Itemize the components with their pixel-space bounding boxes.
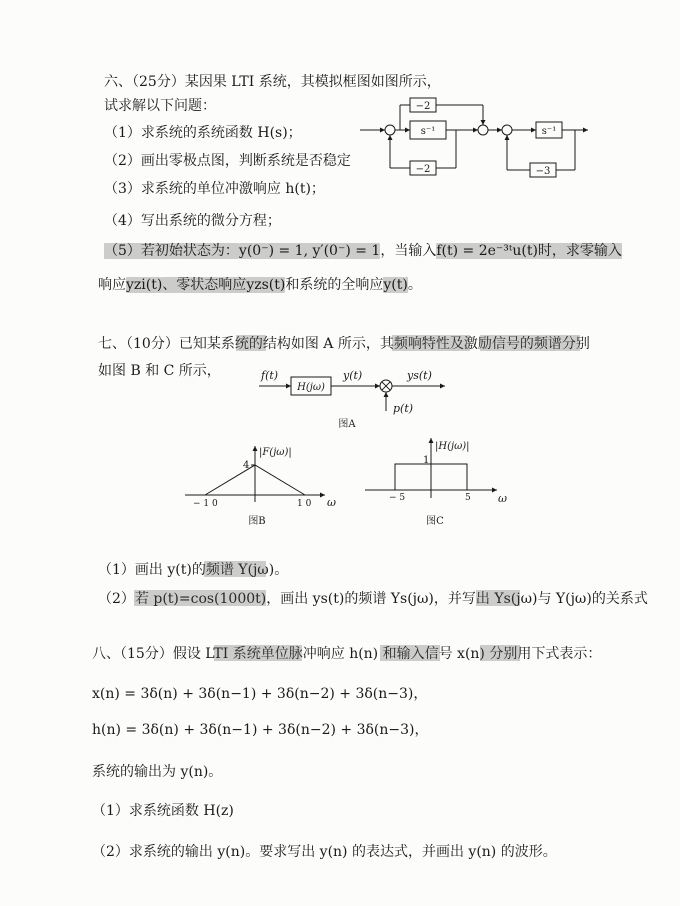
figa-carrier-label: p(t) [393, 402, 414, 415]
q8-output-statement: 系统的输出为 y(n)。 [92, 764, 223, 780]
q6-item5-label: （5）若初始状态为： [104, 243, 239, 259]
figc-axis-label: ω [498, 492, 507, 505]
q7-heading-text: 七、（10分）已知某系统的结构如图 A 所示，其频响特性及激励信号的频谱分别 [98, 336, 590, 352]
q6-item-2: （2）画出零极点图，判断系统是否稳定 [104, 153, 351, 169]
q7-item2-highlight-2 [476, 590, 520, 606]
q8-item-1: （1）求系统函数 H(z) [92, 803, 234, 819]
q8-item-2: （2）求系统的输出 y(n)。要求写出 y(n) 的表达式，并画出 y(n) 的波形。 [92, 844, 557, 860]
q6-item5-ask: 时，求零输入 [537, 243, 622, 259]
q7-highlight-1 [236, 335, 266, 351]
q8-equation-x: x(n) = 3δ(n) + 3δ(n−1) + 3δ(n−2) + 3δ(n−3)， [92, 686, 428, 702]
figa-mid-label: y(t) [343, 369, 363, 382]
gain-label-top: −2 [415, 101, 431, 112]
figb-left-label: − 1 0 [193, 499, 218, 509]
q6-block-diagram [360, 92, 590, 187]
integrator-label-1: s⁻¹ [420, 126, 436, 137]
figc-left-label: − 5 [389, 493, 406, 503]
q7-item-2: （2）若 p(t)=cos(1000t)，画出 ys(t)的频谱 Ys(jω)，并写出 Ys(jω)与 Y(jω)的关系式 [98, 591, 648, 607]
q6-item-5-line2 [98, 276, 422, 294]
q8-highlight-3 [480, 645, 520, 661]
figb-right-label: 1 0 [297, 499, 312, 509]
q6-zero-input: yzi(t) [126, 277, 163, 293]
figa-caption: 图A [338, 419, 356, 430]
q7-item2-highlight-1 [134, 590, 266, 606]
gain-label-bottom: −2 [415, 164, 431, 175]
figc-caption: 图C [426, 516, 444, 527]
sum-node-3 [502, 125, 512, 135]
q7-item1-highlight [204, 561, 266, 577]
q6-full-label: 和系统的全响应 [285, 277, 384, 293]
gain-label-m3: −3 [535, 166, 551, 177]
q8-highlight-1 [214, 645, 302, 661]
figb-peak-label: 4 [243, 460, 250, 471]
figb-caption: 图B [248, 516, 266, 527]
q6-heading: 六、（25分）某因果 LTI 系统，其模拟框图如图所示， [104, 74, 441, 90]
q6-period: 。 [407, 277, 422, 293]
q6-item-1: （1）求系统的系统函数 H(s)； [104, 125, 302, 141]
q7-figure-a [255, 366, 455, 428]
q6-intro: 试求解以下问题： [104, 98, 216, 114]
figc-level-label: 1 [423, 455, 430, 466]
figb-axis-label: ω [327, 496, 336, 509]
figa-block-label: H(jω) [297, 382, 325, 393]
sum-node-2 [478, 125, 488, 135]
q7-figure-c [365, 436, 515, 530]
figb-ylabel: |F(jω)| [259, 447, 292, 458]
q6-zs-label: 、零状态响应 [162, 277, 247, 293]
q6-item-3: （3）求系统的单位冲激响应 h(t)； [104, 181, 325, 197]
q7-highlight-3 [480, 335, 580, 351]
q6-zero-state: yzs(t) [246, 277, 286, 293]
figc-right-label: 5 [465, 493, 471, 503]
q7-subheading: 如图 B 和 C 所示， [98, 363, 221, 379]
q7-figure-b [185, 440, 345, 530]
q6-item-4: （4）写出系统的微分方程； [104, 213, 281, 229]
q6-full-response: y(t) [383, 277, 408, 293]
figa-output-label: ys(t) [407, 369, 432, 382]
q6-input-signal: f(t) = 2e⁻³ᵗu(t) [436, 243, 538, 259]
q7-item-1: （1）画出 y(t)的频谱 Y(jω)。 [98, 562, 289, 578]
q8-highlight-2 [380, 645, 440, 661]
q6-item5-when: ，当输入 [380, 243, 437, 259]
q7-highlight-2 [392, 335, 470, 351]
figc-ylabel: |H(jω)| [435, 441, 470, 452]
q8-heading: 八、（15分）假设 LTI 系统单位脉冲响应 h(n) 和输入信号 x(n) 分别用下式表示： [92, 646, 602, 662]
q6-initial-state: y(0⁻) = 1, y′(0⁻) = 1 [238, 243, 381, 259]
q6-item-5-line1 [104, 242, 622, 260]
integrator-label-2: s⁻¹ [541, 126, 557, 137]
q6-zi-label: 响应 [98, 277, 126, 293]
sum-node-1 [385, 125, 395, 135]
figa-input-label: f(t) [261, 369, 279, 382]
q8-equation-h: h(n) = 3δ(n) + 3δ(n−1) + 3δ(n−2) + 3δ(n−3)， [92, 722, 429, 738]
